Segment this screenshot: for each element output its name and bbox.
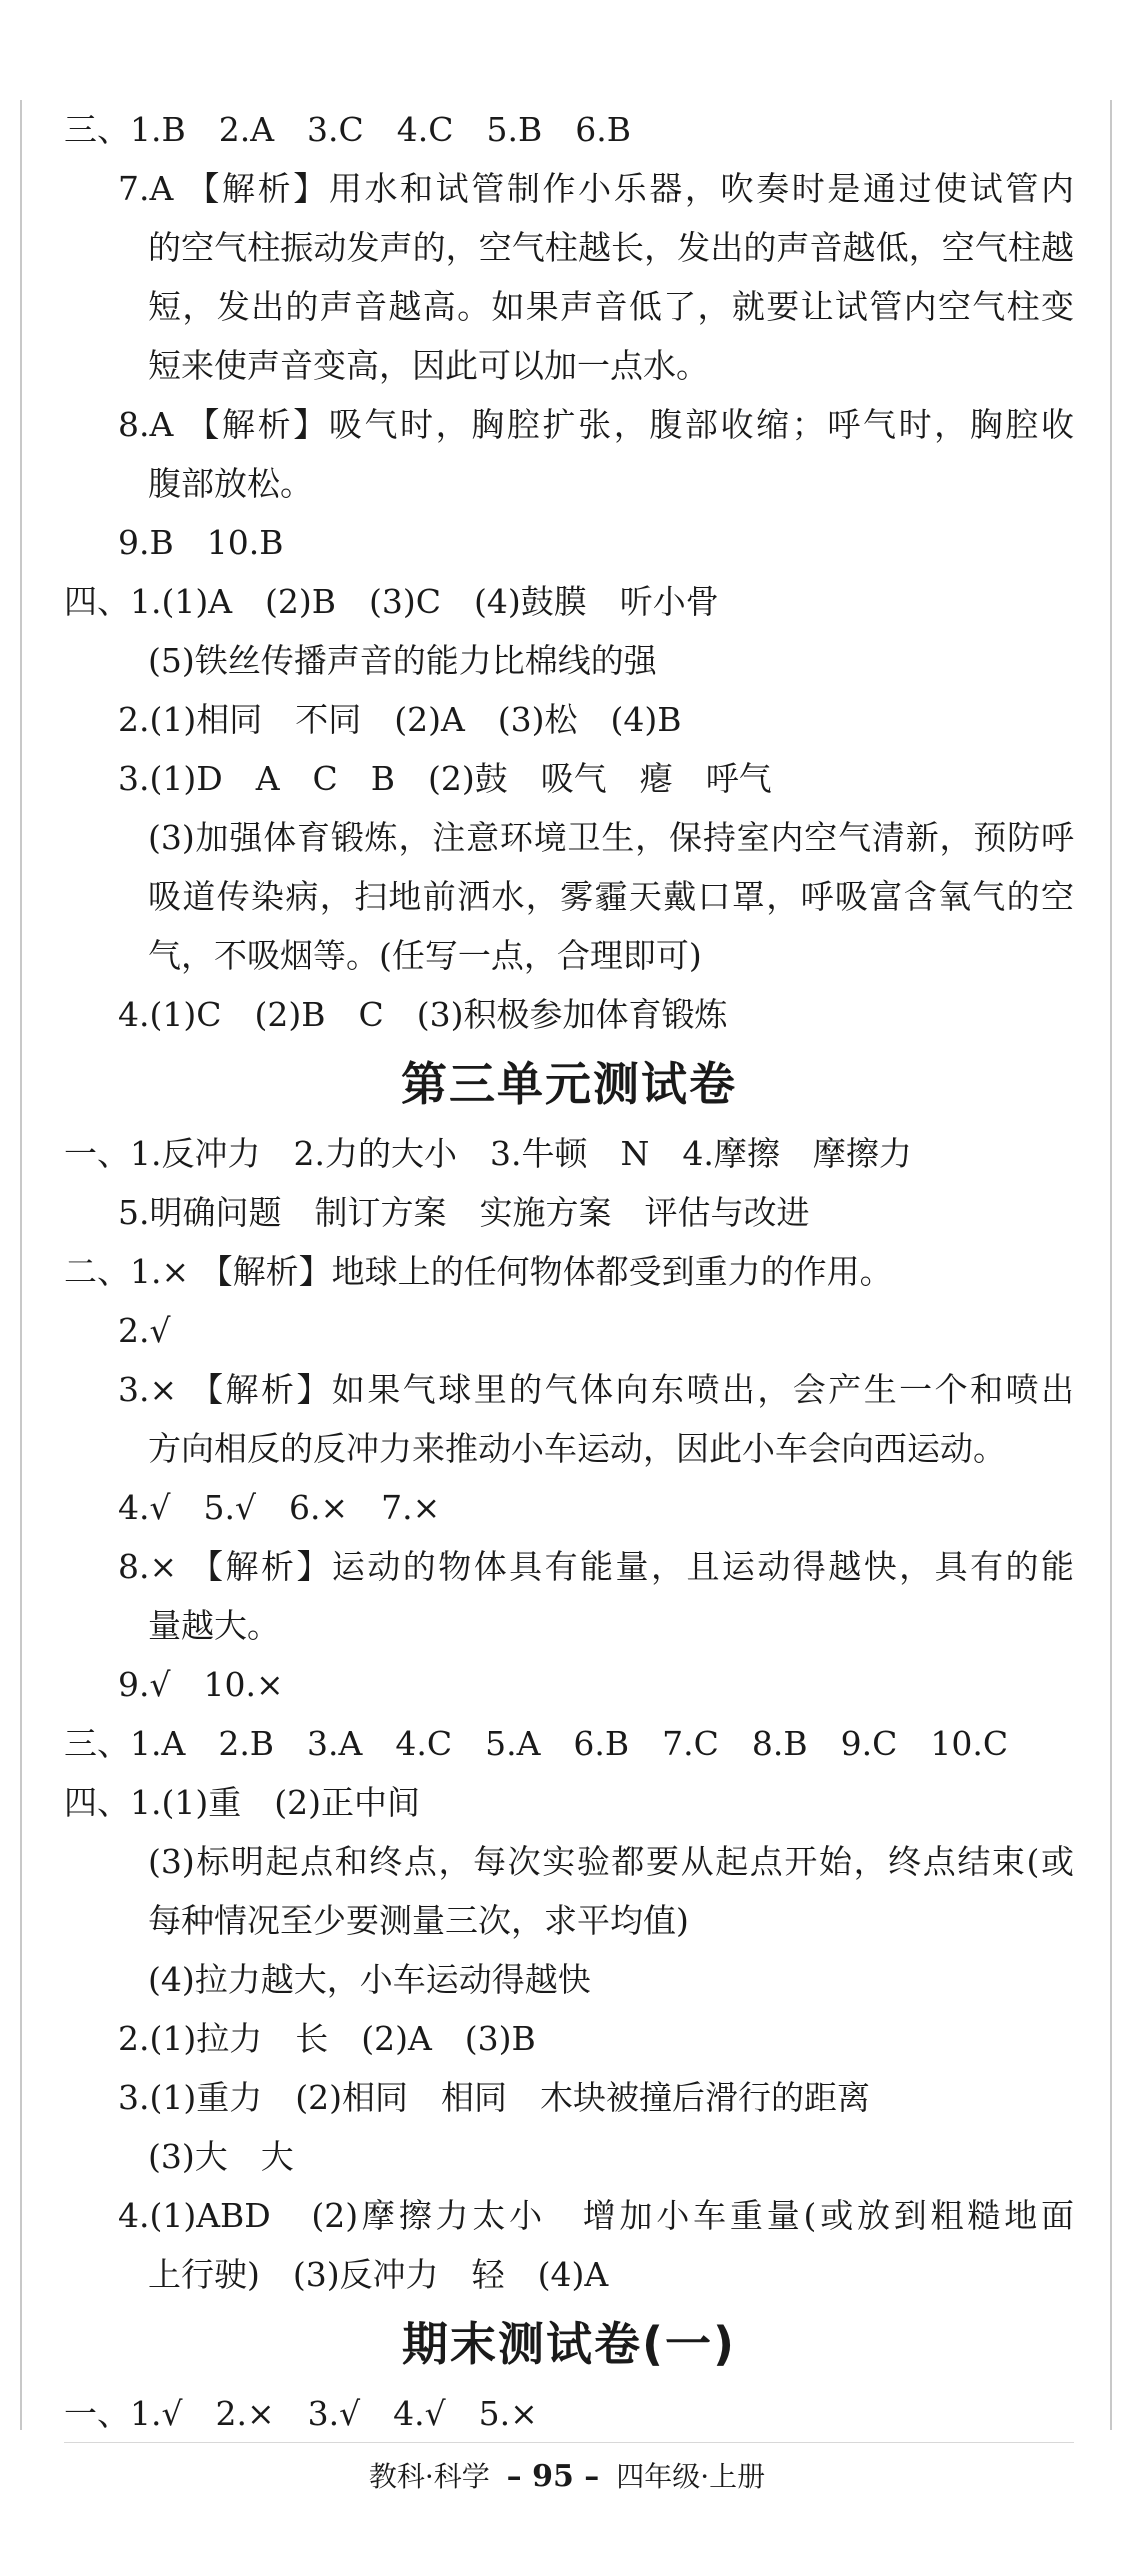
right-margin-rule [1110,100,1112,2430]
footer-subject: 教科·科学 [368,2460,490,2493]
answer-line: 四、1.(1)重 (2)正中间 [64,1783,420,1822]
answer-line: 8.× 【解析】运动的物体具有能量，且运动得越快，具有的能 [118,1547,1074,1586]
answer-line: 2.(1)拉力 长 (2)A (3)B [118,2019,536,2058]
answer-line: 4.√ 5.√ 6.× 7.× [118,1488,441,1527]
answer-line: 5.明确问题 制订方案 实施方案 评估与改进 [118,1193,810,1232]
answer-line: 2.√ [118,1311,171,1350]
left-margin-rule [20,100,22,2430]
answer-line: 腹部放松。 [148,464,313,503]
answer-line: 短，发出的声音越高。如果声音低了，就要让试管内空气柱变 [148,287,1074,326]
answer-line: 8.A 【解析】吸气时，胸腔扩张，腹部收缩；呼气时，胸腔收 [118,405,1074,444]
answer-content [64,100,1074,2443]
answer-line: (3)大 大 [148,2137,294,2176]
answer-line: 二、1.× 【解析】地球上的任何物体都受到重力的作用。 [64,1252,893,1291]
answer-line: 上行驶) (3)反冲力 轻 (4)A [148,2255,609,2294]
footer-grade: 四年级·上册 [616,2460,766,2493]
answer-line: (4)拉力越大，小车运动得越快 [148,1960,591,1999]
answer-line: (5)铁丝传播声音的能力比棉线的强 [148,641,657,680]
footer-divider [64,2442,1074,2443]
answer-line: 4.(1)ABD (2)摩擦力太小 增加小车重量(或放到粗糙地面 [118,2196,1074,2235]
answer-line: 一、1.反冲力 2.力的大小 3.牛顿 N 4.摩擦 摩擦力 [64,1134,912,1173]
answer-line: 方向相反的反冲力来推动小车运动，因此小车会向西运动。 [148,1429,1006,1468]
answer-line: 短来使声音变高，因此可以加一点水。 [148,346,709,385]
answer-line: 每种情况至少要测量三次，求平均值) [148,1901,689,1940]
answer-line: 三、1.A 2.B 3.A 4.C 5.A 6.B 7.C 8.B 9.C 10.C [64,1724,1009,1763]
answer-line: 四、1.(1)A (2)B (3)C (4)鼓膜 听小骨 [64,582,719,621]
page-footer [0,2455,1134,2499]
answer-line: 3.(1)重力 (2)相同 相同 木块被撞后滑行的距离 [118,2078,870,2117]
answer-line: 气，不吸烟等。(任写一点，合理即可) [148,936,702,975]
section-title: 第三单元测试卷 [401,1057,737,1111]
answer-line: 3.(1)D A C B (2)鼓 吸气 瘪 呼气 [118,759,772,798]
answer-line: 3.× 【解析】如果气球里的气体向东喷出，会产生一个和喷出 [118,1370,1074,1409]
page-number: – 95 – [506,2459,600,2494]
answer-line: 7.A 【解析】用水和试管制作小乐器，吹奏时是通过使试管内 [118,169,1074,208]
answer-line: 的空气柱振动发声的，空气柱越长，发出的声音越低，空气柱越 [148,228,1074,267]
answer-line: 2.(1)相同 不同 (2)A (3)松 (4)B [118,700,682,739]
answer-line: (3)加强体育锻炼，注意环境卫生，保持室内空气清新，预防呼 [148,818,1074,857]
answer-line: (3)标明起点和终点，每次实验都要从起点开始，终点结束(或 [148,1842,1074,1881]
answer-line: 4.(1)C (2)B C (3)积极参加体育锻炼 [118,995,728,1034]
section-title: 期末测试卷(一) [401,2317,737,2371]
answer-line: 吸道传染病，扫地前洒水，雾霾天戴口罩，呼吸富含氧气的空 [148,877,1074,916]
answer-line: 9.B 10.B [118,523,284,562]
answer-line: 量越大。 [148,1606,280,1645]
answer-line: 三、1.B 2.A 3.C 4.C 5.B 6.B [64,110,631,149]
answer-line: 9.√ 10.× [118,1665,284,1704]
answer-line: 一、1.√ 2.× 3.√ 4.√ 5.× [64,2394,538,2433]
